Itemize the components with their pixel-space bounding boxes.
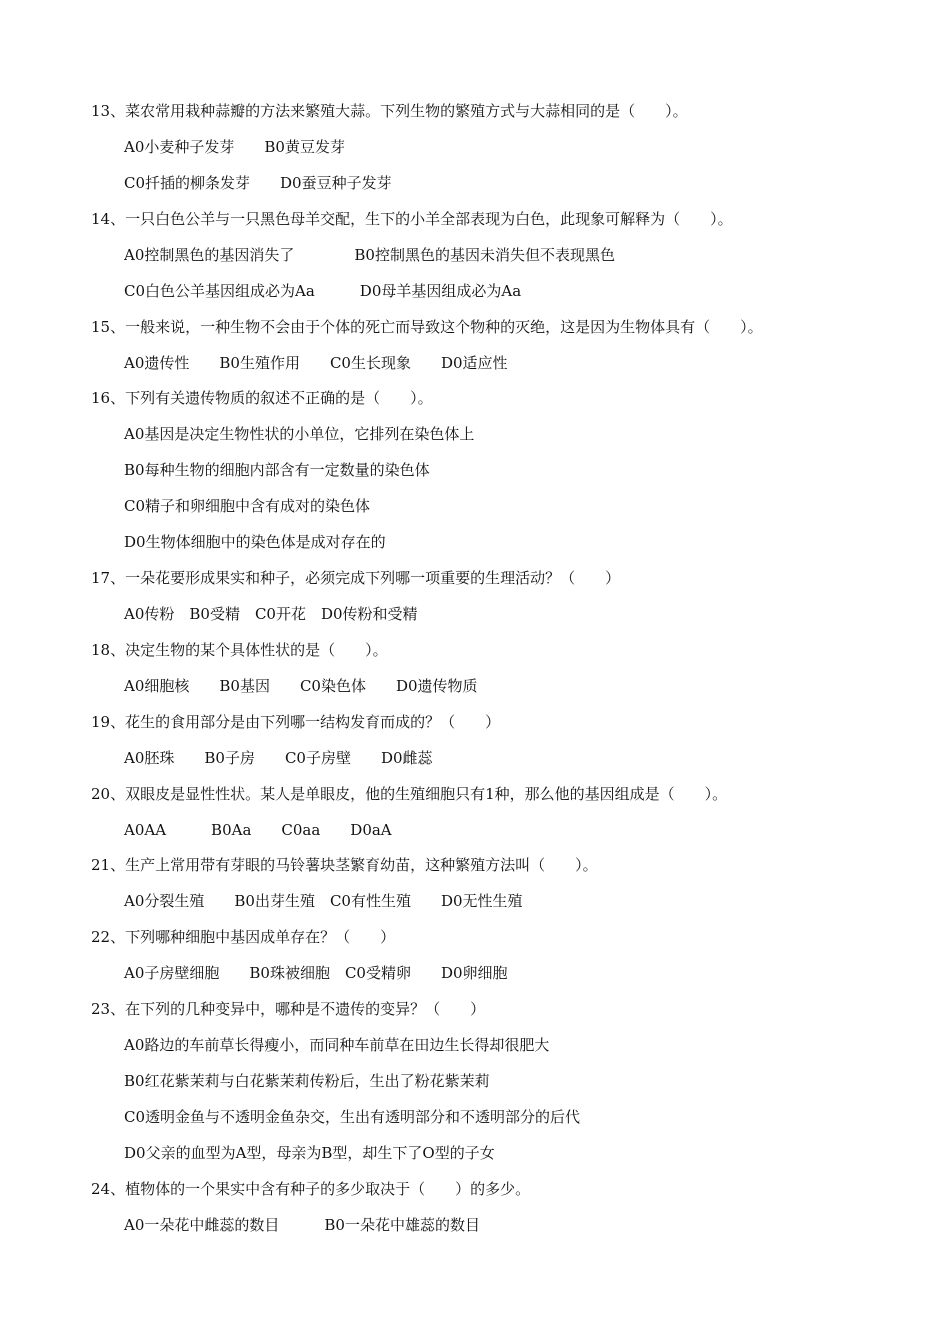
question-22-stem: 22、下列哪种细胞中基因成单存在？（ ）: [91, 928, 396, 946]
question-21-options-row-1: A0分裂生殖 B0出芽生殖 C0有性生殖 D0无性生殖: [124, 892, 523, 910]
question-13-stem: 13、菜农常用栽种蒜瓣的方法来繁殖大蒜。下列生物的繁殖方式与大蒜相同的是（ ）。: [91, 102, 688, 120]
question-14-options-row-2: C0白色公羊基因组成必为Aa D0母羊基因组成必为Aa: [124, 282, 522, 300]
question-23-option-a: A0路边的车前草长得瘦小，而同种车前草在田边生长得却很肥大: [124, 1036, 550, 1054]
question-19-stem: 19、花生的食用部分是由下列哪一结构发育而成的？（ ）: [91, 713, 501, 731]
question-23-stem: 23、在下列的几种变异中，哪种是不遗传的变异？（ ）: [91, 1000, 486, 1018]
question-20-stem: 20、双眼皮是显性性状。某人是单眼皮，他的生殖细胞只有1种，那么他的基因组成是（ ）。: [91, 785, 728, 803]
question-16-option-a: A0基因是决定生物性状的小单位，它排列在染色体上: [124, 425, 475, 443]
question-18-stem: 18、决定生物的某个具体性状的是（ ）。: [91, 641, 388, 659]
question-19-options-row-1: A0胚珠 B0子房 C0子房壁 D0雌蕊: [124, 749, 433, 767]
question-21-stem: 21、生产上常用带有芽眼的马铃薯块茎繁育幼苗，这种繁殖方法叫（ ）。: [91, 856, 598, 874]
question-23-option-d: D0父亲的血型为A型，母亲为B型，却生下了O型的子女: [124, 1144, 495, 1162]
question-17-stem: 17、一朵花要形成果实和种子，必须完成下列哪一项重要的生理活动？（ ）: [91, 569, 621, 587]
question-15-options-row-1: A0遗传性 B0生殖作用 C0生长现象 D0适应性: [124, 354, 508, 372]
question-17-options-row-1: A0传粉 B0受精 C0开花 D0传粉和受精: [124, 605, 418, 623]
question-22-options-row-1: A0子房壁细胞 B0珠被细胞 C0受精卵 D0卵细胞: [124, 964, 508, 982]
question-23-option-c: C0透明金鱼与不透明金鱼杂交，生出有透明部分和不透明部分的后代: [124, 1108, 581, 1126]
question-24-options-row-1: A0一朵花中雌蕊的数目 B0一朵花中雄蕊的数目: [124, 1216, 480, 1234]
question-20-options-row-1: A0AA B0Aa C0aa D0aA: [124, 821, 392, 839]
question-15-stem: 15、一般来说，一种生物不会由于个体的死亡而导致这个物种的灭绝，这是因为生物体具有（ ）。: [91, 318, 763, 336]
question-16-option-d: D0生物体细胞中的染色体是成对存在的: [124, 533, 386, 551]
question-16-option-c: C0精子和卵细胞中含有成对的染色体: [124, 497, 371, 515]
question-23-option-b: B0红花紫茉莉与白花紫茉莉传粉后，生出了粉花紫茉莉: [124, 1072, 490, 1090]
question-16-stem: 16、下列有关遗传物质的叙述不正确的是（ ）。: [91, 389, 433, 407]
question-14-options-row-1: A0控制黑色的基因消失了 B0控制黑色的基因未消失但不表现黑色: [124, 246, 615, 264]
question-16-option-b: B0每种生物的细胞内部含有一定数量的染色体: [124, 461, 430, 479]
question-24-stem: 24、植物体的一个果实中含有种子的多少取决于（ ）的多少。: [91, 1180, 531, 1198]
question-13-options-row-2: C0扦插的柳条发芽 D0蚕豆种子发芽: [124, 174, 392, 192]
question-13-options-row-1: A0小麦种子发芽 B0黄豆发芽: [124, 138, 345, 156]
question-14-stem: 14、一只白色公羊与一只黑色母羊交配，生下的小羊全部表现为白色，此现象可解释为（ ）。: [91, 210, 733, 228]
question-18-options-row-1: A0细胞核 B0基因 C0染色体 D0遗传物质: [124, 677, 478, 695]
